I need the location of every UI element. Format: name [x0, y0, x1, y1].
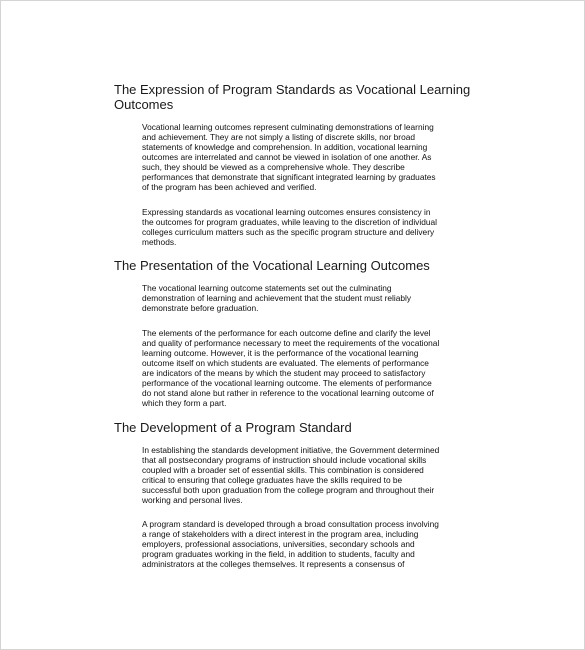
section-heading-development-of-standard: The Development of a Program Standard — [114, 420, 352, 435]
paragraph-outcome-statements: The vocational learning outcome statements set out the culminating demonstration of learning and achievement that the student must reliably demonstrate before graduation. — [142, 283, 412, 313]
paragraph-vocational-outcomes-definition: Vocational learning outcomes represent culminating demonstrations of learning and achievement. They are not simply a listing of discrete skills, nor broad statements of knowledge and comprehension. In addition, vocational learning outcomes are interrelated and cannot be viewed in isolation of one another. As such, they should be viewed as a comprehensive whole. They describe performances that demonstrate that significant integrated learning by graduates of the program has been achieved and verified. — [142, 122, 436, 192]
paragraph-consultation-process: A program standard is developed through a broad consultation process involving a range of stakeholders with a direct interest in the program area, including employers, professional associations, universities, secondary schools and program graduates working in the field, in addition to students, faculty and administrators at the colleges themselves. It represents a consensus of — [142, 519, 439, 569]
section-heading-presentation-of-outcomes: The Presentation of the Vocational Learning Outcomes — [114, 258, 430, 273]
paragraph-consistency-of-outcomes: Expressing standards as vocational learning outcomes ensures consistency in the outcomes for program graduates, while leaving to the discretion of individual colleges curriculum matters such as the specific program structure and delivery methods. — [142, 207, 437, 247]
paragraph-elements-of-performance: The elements of the performance for each outcome define and clarify the level and quality of performance necessary to meet the requirements of the vocational learning outcome. However, it is the performance of the vocational learning outcome itself on which students are evaluated. The elements of performance are indicators of the means by which the student may proceed to satisfactory performance of the vocational learning outcome. The elements of performance do not stand alone but rather in reference to the vocational learning outcome of which they form a part. — [142, 328, 440, 408]
section-heading-expression-of-standards: The Expression of Program Standards as Vocational Learning Outcomes — [114, 82, 471, 112]
paragraph-standards-initiative: In establishing the standards development initiative, the Government determined that all postsecondary programs of instruction should include vocational skills coupled with a broader set of essential skills. This combination is considered critical to ensuring that college graduates have the skills required to be successful both upon graduation from the college program and throughout their working and personal lives. — [142, 445, 440, 505]
